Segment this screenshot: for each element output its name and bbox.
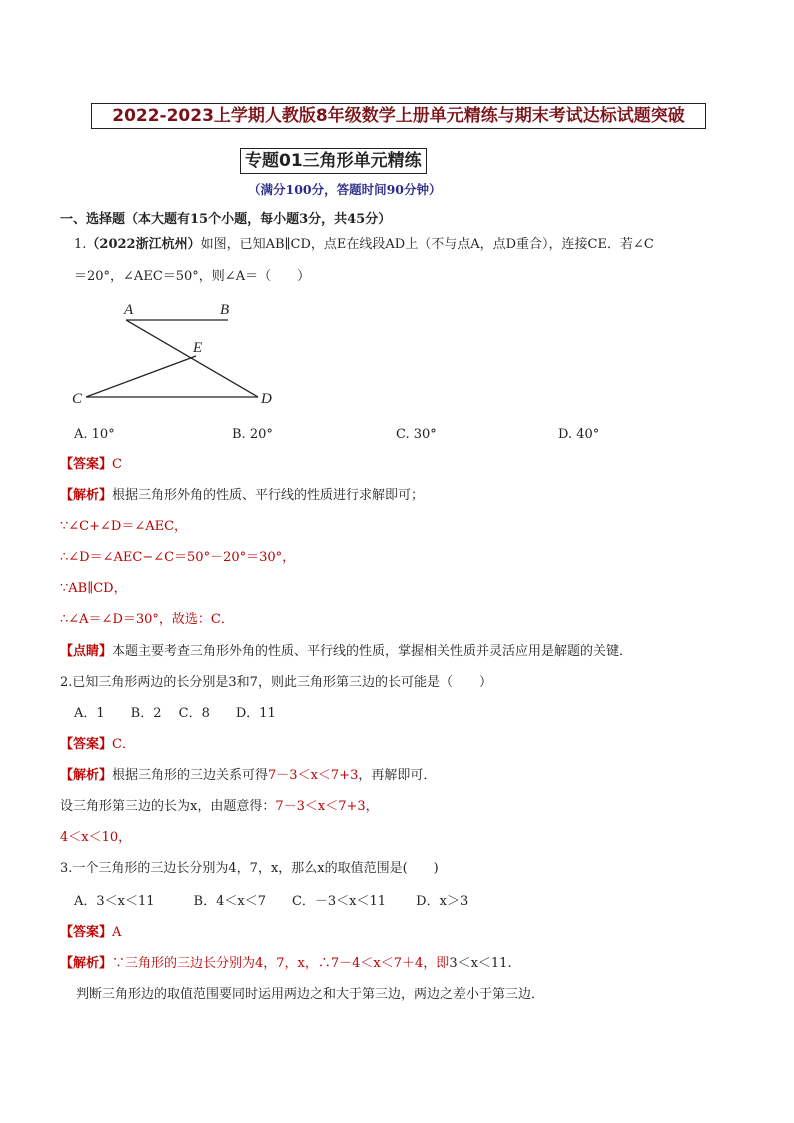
step-text: 设三角形第三边的长为x，由题意得： xyxy=(60,799,276,814)
q1-comment xyxy=(60,643,632,661)
answer-tag: 【答案】 xyxy=(60,737,113,752)
label-b: B xyxy=(220,302,230,318)
q1-option-b: B. 20° xyxy=(232,427,273,442)
q3-answer xyxy=(60,924,121,942)
label-d: D xyxy=(261,391,272,407)
q1-step-4: ∴∠A＝∠D＝30°，故选：C． xyxy=(60,612,234,627)
q2-step-1 xyxy=(60,798,379,816)
q2-options: A．1 B．2 C．8 D．11 xyxy=(74,706,276,721)
q1-option-a: A. 10° xyxy=(74,427,115,442)
analysis-math: 7－3＜x＜7+3 xyxy=(268,768,359,783)
analysis-text-end: ，再解即可． xyxy=(358,768,437,783)
answer-tag: 【答案】 xyxy=(60,457,113,472)
q1-step-3: ∵AB∥CD， xyxy=(60,581,127,596)
label-c: C xyxy=(72,391,83,407)
q1-number: 1. xyxy=(74,237,87,252)
score-note: （满分100分，答题时间90分钟） xyxy=(248,182,442,197)
q2-answer xyxy=(60,736,135,754)
q1-source: （2022浙江杭州） xyxy=(86,237,201,252)
q1-step-1: ∵∠C+∠D＝∠AEC， xyxy=(60,519,188,534)
q1-figure xyxy=(68,298,288,410)
q3-note: 判断三角形边的取值范围要同时运用两边之和大于第三边，两边之差小于第三边． xyxy=(76,987,545,1002)
analysis-text: ∵三角形的三边长分别为4，7，x，∴7－4＜x＜7＋4，即 xyxy=(112,956,450,971)
q1-option-c: C. 30° xyxy=(396,427,437,442)
segment-ce xyxy=(86,356,196,397)
q2-step-2: 4＜x＜10， xyxy=(60,830,132,845)
q1-answer xyxy=(60,456,122,474)
sub-title: 专题01三角形单元精练 xyxy=(240,148,427,174)
q3-options: A．3＜x＜11 B．4＜x＜7 C．－3＜x＜11 D．x＞3 xyxy=(74,894,469,909)
q2-analysis xyxy=(60,767,436,785)
analysis-text: 根据三角形的三边关系可得 xyxy=(112,768,269,783)
segment-ad xyxy=(126,320,258,397)
label-e: E xyxy=(193,340,203,356)
q1-stem-line1 xyxy=(74,236,654,254)
answer-value: A xyxy=(112,925,122,940)
q3-stem: 3.一个三角形的三边长分别为4，7，x，那么x的取值范围是( ) xyxy=(60,861,439,876)
main-title: 2022-2023上学期人教版8年级数学上册单元精练与期末考试达标试题突破 xyxy=(91,103,706,129)
analysis-tag: 【解析】 xyxy=(60,768,113,783)
section-heading: 一、选择题（本大题有15个小题，每小题3分，共45分） xyxy=(60,212,392,227)
q3-analysis xyxy=(60,955,512,973)
q1-stem-text: 如图，已知AB∥CD，点E在线段AD上（不与点A，点D重合），连接CE．若∠C xyxy=(200,237,654,252)
q1-analysis xyxy=(60,487,424,505)
answer-value: C xyxy=(112,457,122,472)
q1-step-2: ∴∠D＝∠AEC−∠C＝50°－20°＝30°， xyxy=(60,550,296,565)
analysis-tag: 【解析】 xyxy=(60,956,113,971)
q2-stem: 2.已知三角形两边的长分别是3和7，则此三角形第三边的长可能是（ ） xyxy=(60,675,492,690)
comment-text: 本题主要考查三角形外角的性质、平行线的性质，掌握相关性质并灵活应用是解题的关键． xyxy=(112,644,633,659)
comment-tag: 【点睛】 xyxy=(60,644,113,659)
analysis-tag: 【解析】 xyxy=(60,488,113,503)
step-math: 7－3＜x＜7+3， xyxy=(275,799,379,814)
q1-stem-line2: ＝20°，∠AEC＝50°，则∠A＝（ ） xyxy=(74,269,311,284)
answer-value: C． xyxy=(112,737,135,752)
q1-option-d: D. 40° xyxy=(558,427,600,442)
label-a: A xyxy=(124,302,134,318)
analysis-text: 根据三角形外角的性质、平行线的性质进行求解即可； xyxy=(112,488,425,503)
analysis-result: 3＜x＜11. xyxy=(449,956,512,971)
answer-tag: 【答案】 xyxy=(60,925,113,940)
